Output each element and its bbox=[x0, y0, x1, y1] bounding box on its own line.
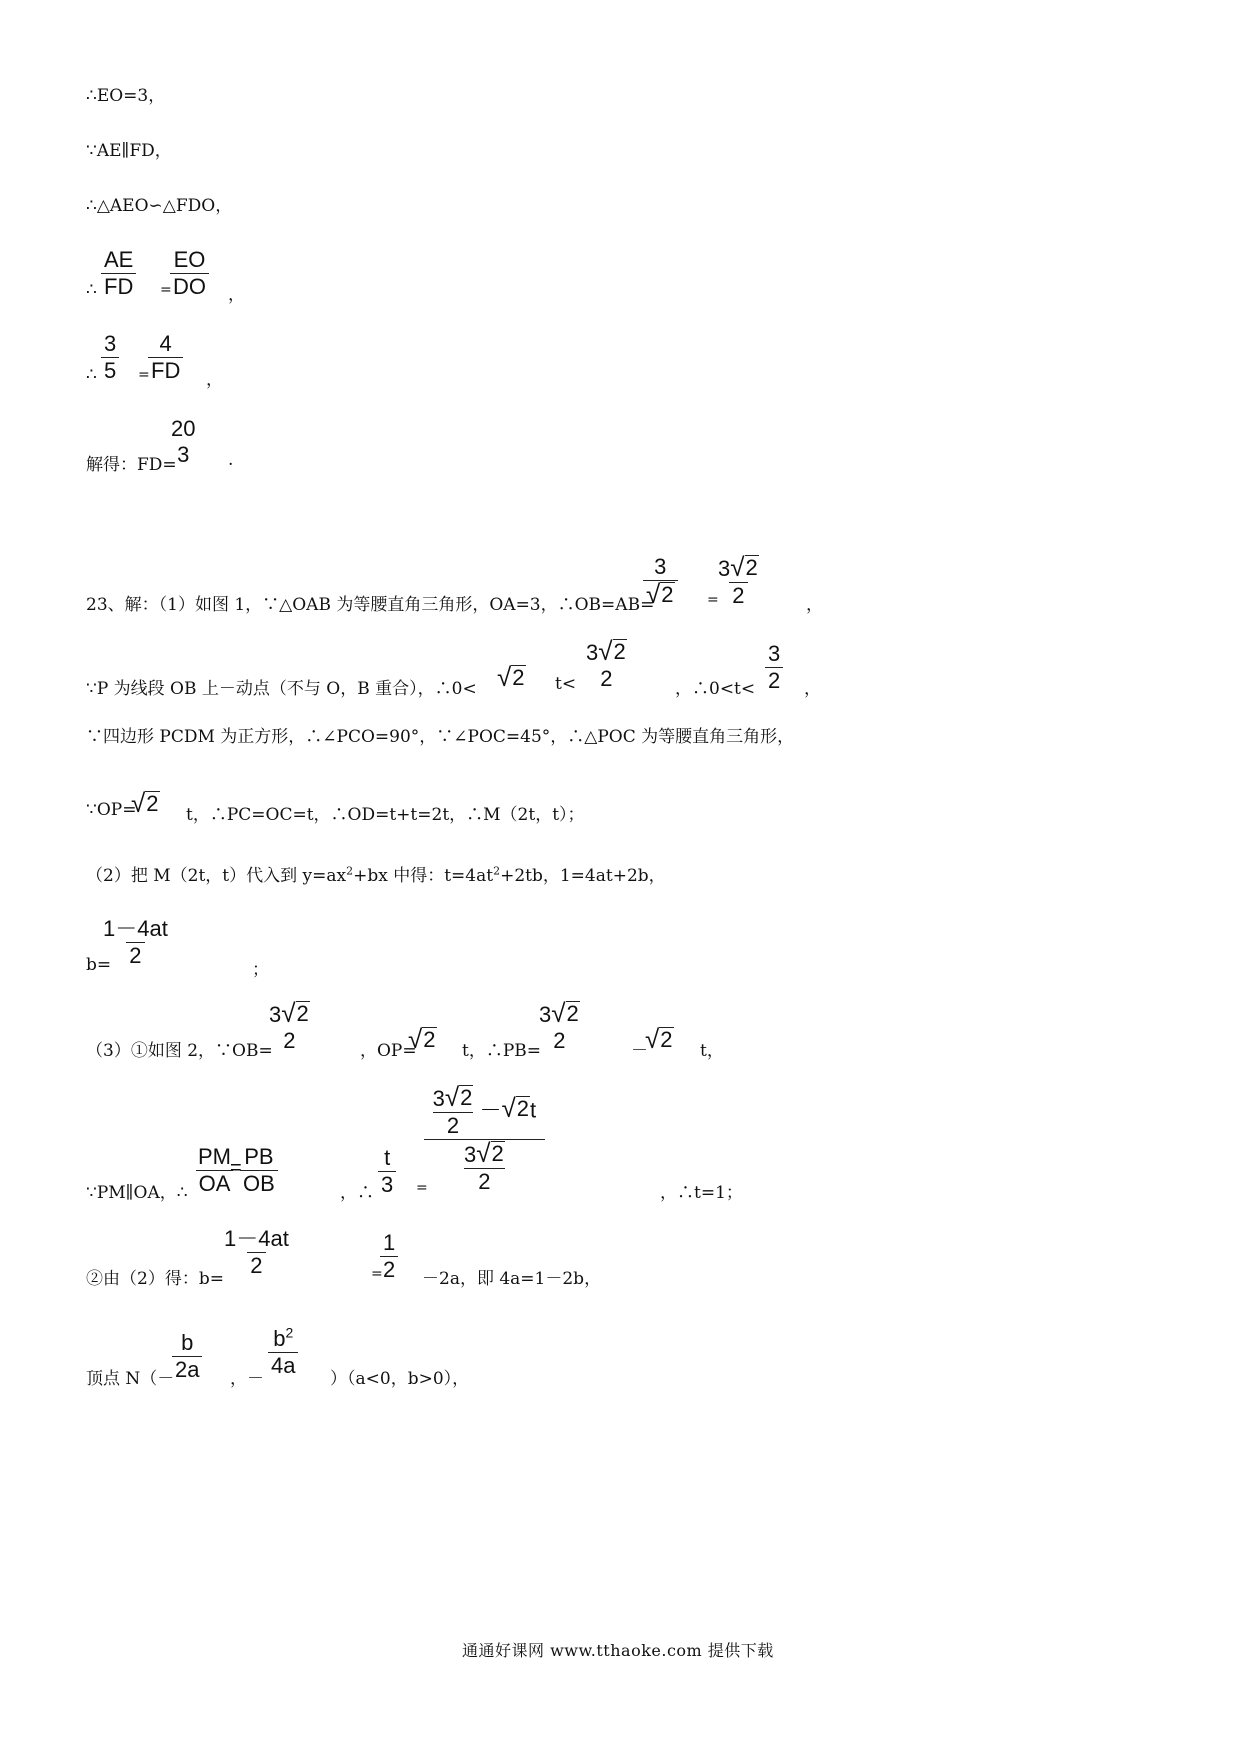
denominator: 2 bbox=[600, 666, 613, 691]
equals-sign: = bbox=[416, 1180, 428, 1196]
therefore-symbol: ∴ bbox=[86, 365, 97, 385]
equals-sign: = bbox=[230, 1157, 242, 1179]
comma: ， bbox=[206, 370, 223, 390]
numerator: 3 √ 2 bbox=[269, 998, 309, 1028]
fraction-3root2-over-2 bbox=[715, 554, 762, 609]
comma: ， bbox=[228, 285, 245, 305]
fraction-b-2a bbox=[172, 1330, 202, 1383]
fraction-4-fd bbox=[148, 331, 183, 384]
fraction-1-4at-over-2 bbox=[221, 1226, 292, 1279]
fraction-3root2-over-2 bbox=[536, 1000, 583, 1054]
t-comma: t， bbox=[700, 1041, 724, 1061]
equals-sign: = bbox=[160, 282, 172, 298]
from-part2-text: ②由（2）得：b= bbox=[86, 1269, 224, 1289]
denominator: 2 bbox=[729, 582, 747, 609]
numerator: t bbox=[384, 1145, 391, 1170]
comma: ， bbox=[804, 679, 821, 699]
period: . bbox=[228, 450, 234, 470]
semicolon: ； bbox=[252, 960, 269, 980]
pm-parallel-text: ∵PM∥OA，∴ bbox=[86, 1183, 188, 1203]
vertex-label: 顶点 N（－ bbox=[86, 1369, 175, 1389]
numerator: 3 √ 2 bbox=[539, 998, 579, 1028]
b-label: b= bbox=[86, 955, 112, 975]
denominator: 5 bbox=[101, 357, 119, 384]
denominator: FD bbox=[148, 357, 183, 384]
vertex-conditions: ）（a<0，b>0）， bbox=[330, 1369, 470, 1389]
numerator: 1－4at bbox=[103, 916, 168, 941]
t-equals-1: ，∴t=1； bbox=[660, 1183, 743, 1203]
numerator: 1－4at bbox=[224, 1226, 289, 1251]
numerator: PM bbox=[198, 1144, 231, 1169]
fraction-1-4at-over-2 bbox=[100, 916, 171, 969]
numerator: 1 bbox=[383, 1230, 396, 1255]
equals-sign: = bbox=[371, 1266, 383, 1282]
equals-sign: = bbox=[138, 367, 150, 383]
t-less-than: t< bbox=[555, 674, 577, 694]
fraction-3root2-over-2 bbox=[583, 638, 630, 692]
compound-fraction bbox=[424, 1084, 545, 1195]
numerator: PB bbox=[244, 1144, 274, 1169]
fraction-ae-fd bbox=[101, 247, 136, 300]
numerator: b bbox=[181, 1330, 194, 1355]
fraction-3-5 bbox=[101, 331, 119, 384]
inner-fraction: 3 √ 2 2 bbox=[464, 1138, 504, 1194]
therefore-text: ，∴ bbox=[340, 1183, 374, 1203]
q23-text: 23、解：（1）如图 1，∵△OAB 为等腰直角三角形，OA=3，∴OB=AB= bbox=[86, 595, 655, 615]
inner-fraction: 3 √ 2 2 bbox=[432, 1082, 473, 1138]
numerator: $b^2$ bbox=[273, 1324, 294, 1351]
denominator: 2 bbox=[765, 667, 783, 694]
line-eo: ∴EO=3， bbox=[86, 86, 166, 106]
comma: ， bbox=[806, 595, 823, 615]
denominator: 2 bbox=[380, 1256, 398, 1283]
fraction-3root2-over-2 bbox=[266, 1000, 313, 1054]
fraction-b2-4a bbox=[268, 1326, 298, 1379]
denominator: OA bbox=[196, 1170, 234, 1197]
numerator: 3 √ 2 bbox=[718, 552, 758, 582]
denominator bbox=[424, 1139, 545, 1195]
line-ae-parallel: ∵AE∥FD， bbox=[86, 141, 172, 161]
fraction-pm-oa bbox=[195, 1144, 234, 1197]
op-label: ，OP= bbox=[360, 1041, 417, 1061]
numerator: 20 bbox=[171, 416, 196, 441]
denominator: OB bbox=[240, 1170, 278, 1197]
denominator: 2 bbox=[126, 942, 144, 969]
part2-line: （2）把 M（2t，t）代入到 $y=ax^2+bx$ 中得：$t=4at^2+2tb$，1=4at+2b， bbox=[86, 864, 666, 886]
root2: √ 2 bbox=[408, 1024, 436, 1054]
solve-label: 解得：FD= bbox=[86, 455, 177, 475]
denominator: 3 bbox=[177, 442, 190, 467]
pb-label: t，∴PB= bbox=[462, 1041, 542, 1061]
denominator: 4a bbox=[268, 1352, 298, 1379]
op-derivation-text: t，∴PC=OC=t，∴OD=t+t=2t，∴M（2t，t）； bbox=[186, 805, 585, 825]
denominator: 2 bbox=[247, 1252, 265, 1279]
root2: √ 2 bbox=[645, 1024, 673, 1054]
fraction-pb-ob bbox=[240, 1144, 278, 1197]
fraction-3-over-root2 bbox=[643, 554, 678, 609]
line-similar-triangles: ∴△AEO∽△FDO， bbox=[86, 196, 233, 216]
page-footer: 通通好课网 www.tthaoke.com 提供下载 bbox=[462, 1641, 774, 1660]
denominator: 2 bbox=[553, 1028, 566, 1053]
denominator: DO bbox=[170, 273, 209, 300]
comma-minus: ，－ bbox=[230, 1369, 264, 1389]
relation-text: －2a，即 4a=1－2b， bbox=[422, 1269, 602, 1289]
fraction-20-3 bbox=[168, 416, 198, 468]
numerator: AE bbox=[104, 247, 134, 272]
numerator: 4 bbox=[159, 331, 172, 356]
numerator: EO bbox=[173, 247, 206, 272]
root2: √ 2 bbox=[131, 788, 159, 818]
denominator: 3 bbox=[378, 1171, 396, 1198]
minus-sign: － bbox=[631, 1041, 648, 1061]
denominator: 2a bbox=[172, 1356, 202, 1383]
fraction-1-2 bbox=[380, 1230, 398, 1283]
fraction-t-3 bbox=[378, 1145, 396, 1198]
numerator: 3 bbox=[654, 554, 667, 579]
therefore-symbol: ∴ bbox=[86, 280, 97, 300]
root2: √ 2 bbox=[497, 662, 525, 692]
numerator: 3 √ 2 2 － √ 2 t bbox=[432, 1082, 537, 1138]
p-range-text: ∵P 为线段 OB 上－动点（不与 O，B 重合），∴0< bbox=[86, 679, 477, 699]
numerator: 3 √ 2 bbox=[586, 636, 626, 666]
denominator: 2 bbox=[283, 1028, 296, 1053]
numerator: 3 bbox=[768, 641, 781, 666]
square-line: ∵四边形 PCDM 为正方形，∴∠PCO=90°，∵∠POC=45°，∴△POC 为等腰直角三角形， bbox=[86, 727, 795, 747]
fraction-3-over-2 bbox=[765, 641, 783, 694]
equals-sign: = bbox=[707, 592, 719, 608]
numerator: 3 bbox=[104, 331, 117, 356]
part3-text: （3）①如图 2，∵OB= bbox=[86, 1041, 273, 1061]
fraction-eo-do bbox=[170, 247, 209, 300]
op-text: ∵OP= bbox=[86, 800, 137, 820]
denominator: √ 2 bbox=[643, 580, 678, 609]
denominator: FD bbox=[101, 273, 136, 300]
range-result-text: ，∴0<t< bbox=[675, 679, 756, 699]
